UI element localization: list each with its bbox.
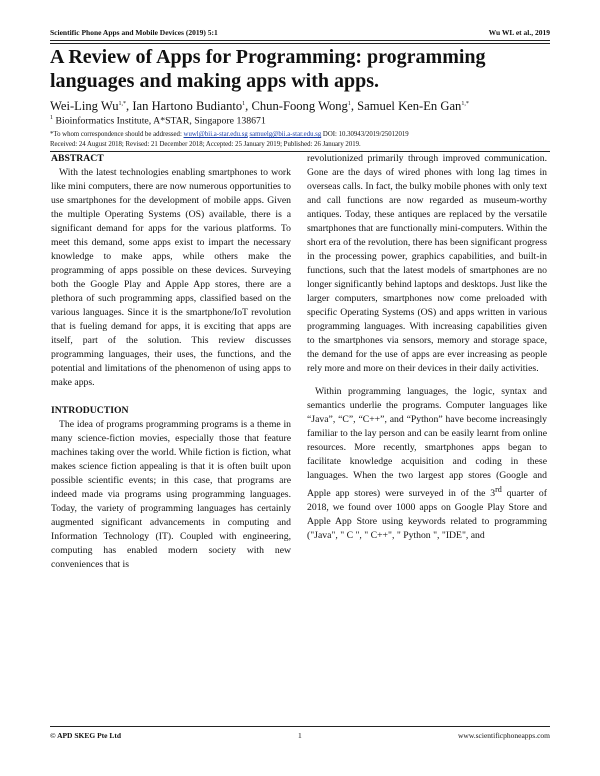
footer-rule bbox=[50, 726, 550, 727]
author-name: , Samuel Ken-En Gan bbox=[350, 99, 462, 114]
affiliation-text: Bioinformatics Institute, A*STAR, Singapore 138671 bbox=[53, 115, 266, 127]
page-number: 1 bbox=[298, 731, 302, 740]
publication-dates: Received: 24 August 2018; Revised: 21 December 2018; Accepted: 25 January 2019; Published: 26 January 2019. bbox=[50, 141, 361, 148]
email-link-1[interactable]: wuwl@bii.a-star.edu.sg bbox=[183, 131, 248, 138]
ordinal-suffix: rd bbox=[495, 485, 502, 494]
author-affiliation-mark: 1 bbox=[242, 101, 246, 107]
body-paragraph: revolutionized primarily through improved communication. Gone are the days of wired phones with long lag times in overseas calls. In fact, the bulky mobile phones with only text and call functions are now regarded as museum-worthy antiques. Today, these antiques are replaced by the versatile smartphones that are functionally mini-computers. Within the short era of the revolution, there has been significant progress in the processing power, graphics capabilities, and built-in functions, such that the latest models of smartphones are no longer significantly behind laptops and desktops. Just like the larger computers, smartphones now come preloaded with specific Operating Systems (OS) and apps written in various programming languages. With increasing capabilities given to the smartphones via sensors, memory and storage space, the demand for the use of apps are ever increasing as people rely more and more on their devices in their daily activities. bbox=[307, 153, 547, 374]
journal-citation: Scientific Phone Apps and Mobile Devices (2019) 5:1 bbox=[50, 28, 218, 37]
author-citation: Wu WL et al., 2019 bbox=[488, 28, 550, 37]
body-paragraph-2 bbox=[307, 385, 547, 543]
left-column bbox=[51, 152, 291, 572]
paragraph-spacer bbox=[307, 376, 547, 385]
website-url: www.scientificphoneapps.com bbox=[458, 731, 550, 740]
author-name: , Chun-Foong Wong bbox=[245, 99, 348, 114]
affiliation bbox=[50, 112, 550, 127]
author-affiliation-mark: 1,* bbox=[461, 101, 469, 107]
body-text: Within programming languages, the logic, syntax and semantics underlie the programs. Computer languages like “Java”, “C”, “C++”, and “Python” have become increasingly familiar to the lay person and can be easily learnt from online resources. More recently, smartphones apps began to facilitate knowledge acquisition and coding in these languages. When the two largest app stores (Google and Apple app stores) were surveyed in of the 3 bbox=[307, 386, 547, 500]
author-affiliation-mark: 1,* bbox=[118, 101, 127, 107]
email-link-2[interactable]: samuelg@bii.a-star.edu.sg bbox=[249, 131, 322, 138]
running-head bbox=[50, 28, 550, 40]
introduction-paragraph: The idea of programs programming programs is a theme in many science-fiction movies, especially those that feature machines taking over the world. While fiction is fiction, what makes science fiction appealing is that it is often built upon possible scientific events; in this case, that programs are indeed made via programs using programming languages. Today, the variety of programming languages has certainly augmented significant advancements in computing and Information Technology (IT). Coupled with engineering, computing has enabled modern society with new conveniences that is bbox=[51, 419, 291, 570]
affiliation-mark: 1 bbox=[50, 115, 53, 121]
correspondence-prefix: *To whom correspondence should be addressed: bbox=[50, 131, 184, 138]
correspondence-line bbox=[50, 130, 550, 140]
copyright: © APD SKEG Pte Ltd bbox=[50, 731, 122, 740]
author-name: , Ian Hartono Budianto bbox=[126, 99, 243, 114]
abstract-text: With the latest technologies enabling smartphones to work like mini computers, there are now numerous opportunities to use smartphones for the development of mobile apps. Given the multiple Operating Systems (OS) available, there is a significant demand for apps for the various platforms. To meet this demand, some apps exist to impart the necessary knowledge to make apps, while others make the programming of apps possible on these devices. Surveying both the Google Play and Apple App stores, there are a plethora of such programming apps, classified based on the various languages. Since it is the smartphone/IoT revolution that is fueling demand for apps, it is exciting that apps are itself, part of the solution. This review discusses programming languages, their uses, the functions, and the potential and limitations of the phenomenon of using apps to make apps. bbox=[51, 167, 291, 388]
author-affiliation-mark: 1 bbox=[347, 101, 351, 107]
introduction-heading: INTRODUCTION bbox=[51, 405, 129, 416]
doi-text: DOI: 10.30943/2019/25012019 bbox=[321, 131, 409, 138]
body-text: quarter of 2018, we found over 1000 apps on Google Play Store and Apple App Store using keywords related to programming ("Java", " C ", " C++", " Python ", "IDE", and bbox=[307, 488, 547, 542]
footer bbox=[50, 731, 550, 743]
abstract-heading: ABSTRACT bbox=[51, 153, 104, 164]
top-rule bbox=[50, 40, 550, 41]
paper-title: A Review of Apps for Programming: programming languages and making apps with apps. bbox=[50, 46, 486, 92]
top-rule-thin bbox=[50, 43, 550, 44]
section-spacer bbox=[51, 390, 291, 404]
author-name: Wei-Ling Wu bbox=[50, 99, 119, 114]
right-column bbox=[307, 152, 547, 543]
